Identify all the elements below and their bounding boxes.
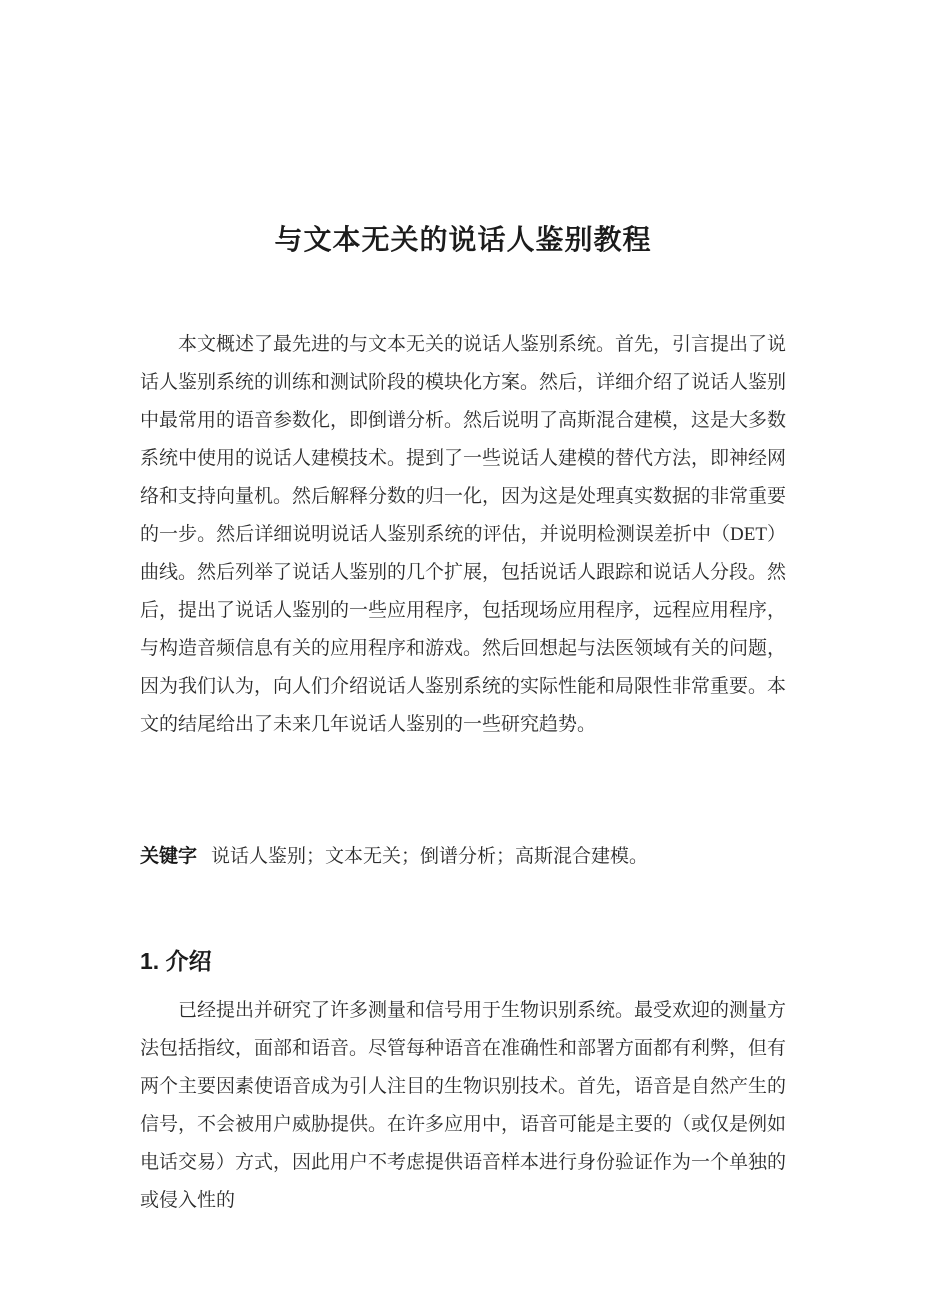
introduction-paragraph: 已经提出并研究了许多测量和信号用于生物识别系统。最受欢迎的测量方法包括指纹，面部和语音。尽管每种语音在准确性和部署方面都有利弊，但有两个主要因素使语音成为引人注目的生物识别技术。首先，语音是自然产生的信号，不会被用户威胁提供。在许多应用中，语音可能是主要的（或仅是例如电话交易）方式，因此用户不考虑提供语音样本进行身份验证作为一个单独的或侵入性的 [140, 1000, 787, 1211]
keywords-text: 说话人鉴别；文本无关；倒谱分析；高斯混合建模。 [211, 846, 649, 867]
section-heading-introduction: 1. 介绍 [140, 948, 212, 974]
keywords-line [140, 838, 786, 876]
abstract-paragraph: 本文概述了最先进的与文本无关的说话人鉴别系统。首先，引言提出了说话人鉴别系统的训练和测试阶段的模块化方案。然后，详细介绍了说话人鉴别中最常用的语音参数化，即倒谱分析。然后说明了高斯混合建模，这是大多数系统中使用的说话人建模技术。提到了一些说话人建模的替代方法，即神经网络和支持向量机。然后解释分数的归一化，因为这是处理真实数据的非常重要的一步。然后详细说明说话人鉴别系统的评估，并说明检测误差折中（DET）曲线。然后列举了说话人鉴别的几个扩展，包括说话人跟踪和说话人分段。然后，提出了说话人鉴别的一些应用程序，包括现场应用程序，远程应用程序，与构造音频信息有关的应用程序和游戏。然后回想起与法医领域有关的问题，因为我们认为，向人们介绍说话人鉴别系统的实际性能和局限性非常重要。本文的结尾给出了未来几年说话人鉴别的一些研究趋势。 [140, 334, 787, 735]
keywords-label: 关键字 [140, 846, 198, 867]
paper-title: 与文本无关的说话人鉴别教程 [274, 224, 652, 255]
